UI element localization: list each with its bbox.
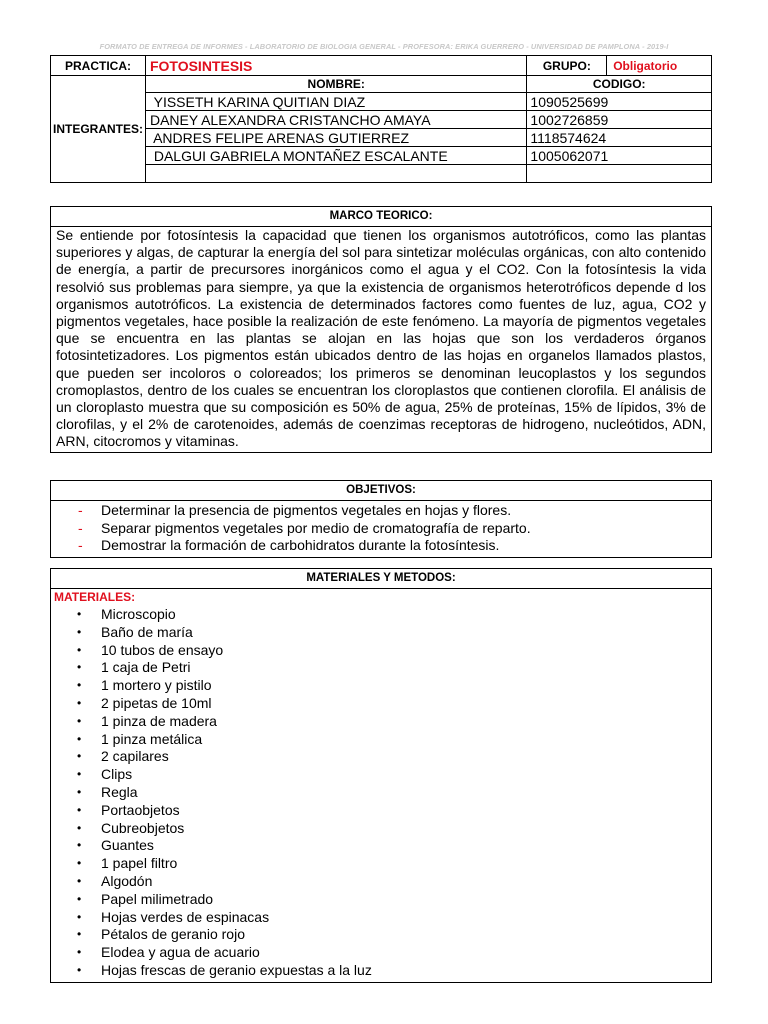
material-text: 1 papel filtro: [101, 855, 178, 872]
bullet-icon: •: [77, 749, 82, 764]
list-item: [51, 855, 711, 873]
bullet-icon: •: [77, 767, 82, 782]
bullet-icon: •: [77, 660, 82, 675]
dash-bullet: -: [78, 519, 83, 536]
list-item: [51, 520, 711, 538]
material-text: Regla: [101, 783, 138, 800]
list-item: [51, 713, 711, 731]
materiales-subtitle: MATERIALES:: [54, 590, 136, 604]
grupo-value: Obligatorio: [607, 56, 712, 76]
bullet-icon: •: [77, 873, 82, 888]
list-item: [51, 606, 711, 624]
material-text: 2 pipetas de 10ml: [101, 694, 212, 711]
material-text: 2 capilares: [101, 748, 169, 765]
member-row: [51, 111, 712, 129]
member-row-empty: [51, 165, 712, 183]
materiales-list: [51, 606, 711, 982]
integrantes-label: INTEGRANTES:: [51, 76, 146, 183]
material-text: Cubreobjetos: [101, 819, 185, 836]
nombre-header: NOMBRE:: [145, 76, 526, 93]
list-item: [51, 926, 711, 944]
info-table: [50, 55, 712, 183]
material-text: 1 caja de Petri: [101, 659, 191, 676]
dash-bullet: -: [78, 537, 83, 553]
material-text: 1 pinza metálica: [101, 730, 203, 747]
bullet-icon: •: [77, 927, 82, 942]
material-text: 1 pinza de madera: [101, 712, 217, 729]
grupo-label: GRUPO:: [527, 56, 607, 76]
list-item: [51, 537, 711, 555]
list-item: [51, 962, 711, 980]
list-item: [51, 837, 711, 855]
material-text: 10 tubos de ensayo: [101, 641, 224, 658]
bullet-icon: •: [77, 678, 82, 693]
member-row: [51, 129, 712, 147]
material-text: Clips: [101, 766, 133, 783]
material-text: Pétalos de geranio rojo: [101, 926, 245, 943]
material-text: Papel milimetrado: [101, 890, 214, 907]
material-text: Microscopio: [101, 606, 176, 622]
dash-bullet: -: [78, 502, 83, 518]
bullet-icon: •: [77, 891, 82, 906]
list-item: [51, 748, 711, 766]
material-text: 1 mortero y pistilo: [101, 677, 212, 694]
member-code: 1005062071: [527, 147, 712, 165]
material-text: Portaobjetos: [101, 801, 180, 818]
material-text: Elodea y agua de acuario: [101, 944, 260, 961]
member-name: ANDRES FELIPE ARENAS GUTIERREZ: [145, 129, 526, 147]
objetivos-list: [51, 501, 711, 557]
bullet-icon: •: [77, 731, 82, 746]
list-item: [51, 502, 711, 520]
materiales-section: [50, 568, 712, 983]
material-text: Guantes: [101, 837, 154, 854]
marco-teorico-section: [50, 206, 712, 453]
member-name: DALGUI GABRIELA MONTAÑEZ ESCALANTE: [145, 147, 526, 165]
list-item: [51, 624, 711, 642]
member-row: [51, 93, 712, 111]
list-item: [51, 820, 711, 838]
bullet-icon: •: [77, 962, 82, 977]
list-item: [51, 802, 711, 820]
list-item: [51, 695, 711, 713]
material-text: Hojas frescas de geranio expuestas a la luz: [101, 961, 372, 978]
member-code: 1118574624: [527, 129, 712, 147]
material-text: Baño de maría: [101, 623, 193, 640]
member-code: [527, 165, 712, 183]
codigo-header: CODIGO:: [527, 76, 712, 93]
material-text: Hojas verdes de espinacas: [101, 908, 270, 925]
objetivo-text: Demostrar la formación de carbohidratos durante la fotosíntesis.: [101, 537, 500, 553]
materiales-title: MATERIALES Y METODOS:: [51, 569, 711, 589]
list-item: [51, 642, 711, 660]
practica-value: FOTOSINTESIS: [145, 56, 526, 76]
list-item: [51, 909, 711, 927]
member-code: 1090525699: [527, 93, 712, 111]
bullet-icon: •: [77, 607, 82, 621]
bullet-icon: •: [77, 802, 82, 817]
member-name: [145, 165, 526, 183]
list-item: [51, 891, 711, 909]
bullet-icon: •: [77, 909, 82, 924]
bullet-icon: •: [77, 642, 82, 657]
bullet-icon: •: [77, 784, 82, 799]
member-code: 1002726859: [527, 111, 712, 129]
bullet-icon: •: [77, 945, 82, 960]
bullet-icon: •: [77, 713, 82, 728]
objetivo-text: Determinar la presencia de pigmentos vegetales en hojas y flores.: [101, 502, 512, 518]
marco-teorico-text: Se entiende por fotosíntesis la capacidad que tienen los organismos autotróficos, como las plantas superiores y algas, de capturar la energía del sol para sintetizar moléculas orgánicas, con alto contenido de energía, a partir de precursores inorgánicos como el agua y el CO2. Con la fotosíntesis la vida resolvió sus problemas para siempre, ya que la existencia de organismos heterotróficos depende d los organismos autotróficos. La existencia de determinados factores como fuentes de luz, agua, CO2 y pigmentos vegetales, hace posible la realización de este fenómeno. La mayoría de pigmentos vegetales que se encuentra en las plantas se alojan en las hojas que son los verdaderos órganos fotosintetizadores. Los pigmentos están ubicados dentro de las hojas en organelos llamados plastos, que pueden ser incoloros o coloreados; los primeros se denominan leucoplastos y los segundos cromoplastos, dentro de los cuales se encuentran los cloroplastos que contienen clorofila. El análisis de un cloroplasto muestra que su composición es 50% de agua, 25% de proteínas, 15% de lípidos, 3% de clorofilas, y el 2% de carotenoides, además de coenzimas receptoras de hidrogeno, nucleótidos, ADN, ARN, citocromos y vitaminas.: [56, 227, 706, 450]
member-name: YISSETH KARINA QUITIAN DIAZ: [145, 93, 526, 111]
list-item: [51, 944, 711, 962]
objetivos-title: OBJETIVOS:: [51, 481, 711, 501]
marco-teorico-title: MARCO TEORICO:: [51, 207, 711, 227]
list-item: [51, 731, 711, 749]
bullet-icon: •: [77, 856, 82, 871]
member-name: DANEY ALEXANDRA CRISTANCHO AMAYA: [145, 111, 526, 129]
list-item: [51, 766, 711, 784]
report-header: FORMATO DE ENTREGA DE INFORMES - LABORATORIO DE BIOLOGIA GENERAL - PROFESORA: ERIKA GUERRERO - UNIVERSIDAD DE PAMPLONA - 2019-I: [99, 42, 669, 51]
bullet-icon: •: [77, 624, 82, 639]
bullet-icon: •: [77, 695, 82, 710]
member-row: [51, 147, 712, 165]
bullet-icon: •: [77, 838, 82, 853]
objetivo-text: Separar pigmentos vegetales por medio de cromatografía de reparto.: [101, 519, 531, 536]
practica-label: PRACTICA:: [51, 56, 146, 76]
list-item: [51, 659, 711, 677]
list-item: [51, 784, 711, 802]
material-text: Algodón: [101, 872, 153, 889]
list-item: [51, 677, 711, 695]
objetivos-section: [50, 480, 712, 558]
list-item: [51, 873, 711, 891]
bullet-icon: •: [77, 820, 82, 835]
